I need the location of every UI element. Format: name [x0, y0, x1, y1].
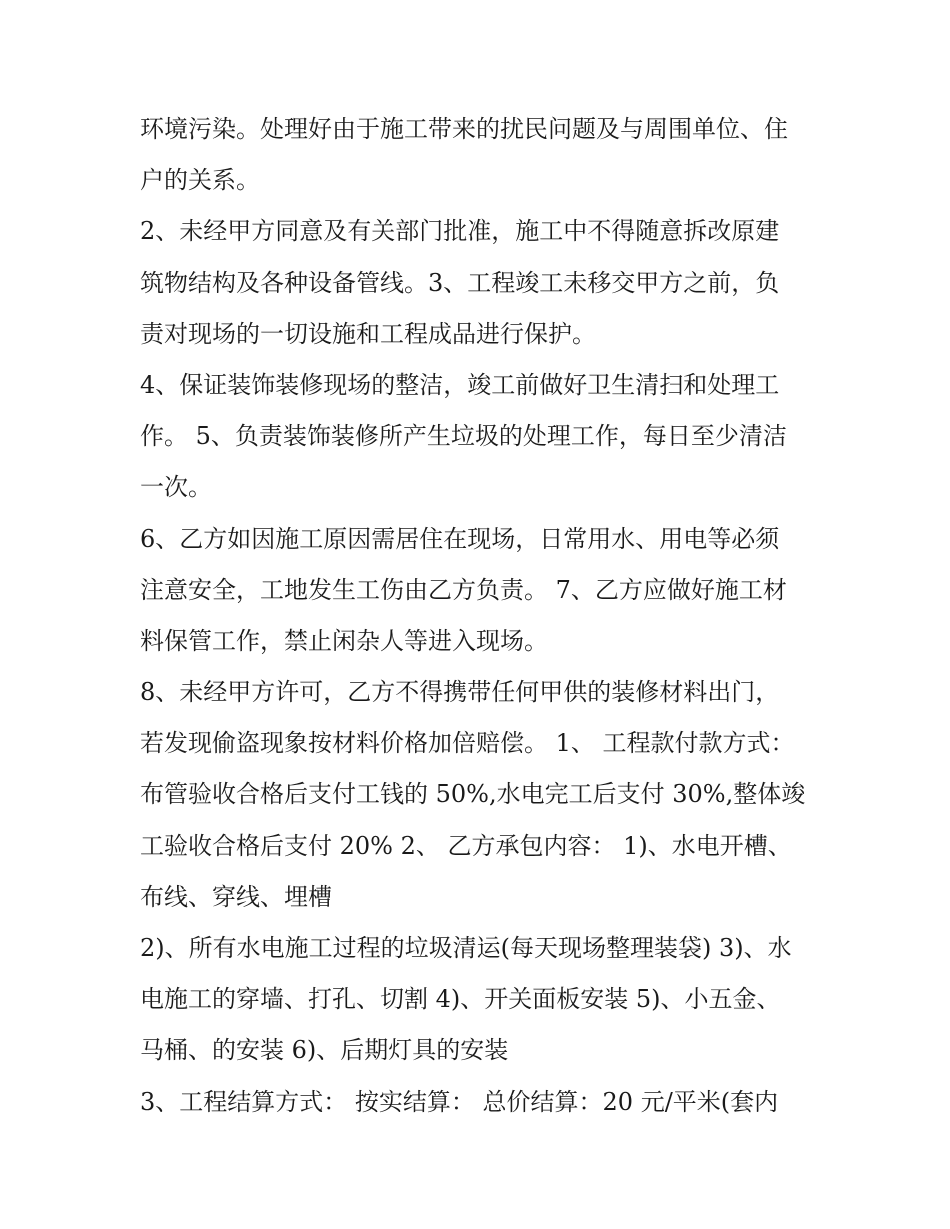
text-line: 责对现场的一切设施和工程成品进行保护。 [140, 319, 596, 348]
text-line: 电施工的穿墙、打孔、切割 4)、开关面板安装 5)、小五金、 [140, 985, 781, 1014]
text-line: 2)、所有水电施工过程的垃圾清运(每天现场整理装袋) 3)、水 [140, 934, 792, 962]
text-line: 户的关系。 [140, 166, 260, 195]
text-line: 料保管工作，禁止闲杂人等进入现场。 [140, 626, 548, 655]
text-line: 马桶、的安装 6)、后期灯具的安装 [140, 1036, 509, 1065]
text-line: 若发现偷盗现象按材料价格加倍赔偿。 1、 工程款付款方式： [140, 729, 795, 758]
text-line: 6、乙方如因施工原因需居住在现场，日常用水、用电等必须 [140, 524, 780, 553]
text-line: 工验收合格后支付 20% 2、 乙方承包内容： 1)、水电开槽、 [140, 831, 792, 860]
text-line: 4、保证装饰装修现场的整洁，竣工前做好卫生清扫和处理工 [140, 370, 780, 399]
text-line: 作。 5、负责装饰装修所产生垃圾的处理工作，每日至少清洁 [140, 422, 787, 451]
document-body [140, 104, 820, 1128]
text-line: 注意安全，工地发生工伤由乙方负责。 7、乙方应做好施工材 [140, 575, 787, 604]
text-line: 环境污染。处理好由于施工带来的扰民问题及与周围单位、住 [140, 115, 788, 143]
text-line: 3、工程结算方式： 按实结算： 总价结算：20 元/平米(套内 [140, 1087, 779, 1116]
text-line: 筑物结构及各种设备管线。3、工程竣工未移交甲方之前，负 [140, 268, 780, 297]
text-line: 2、未经甲方同意及有关部门批准，施工中不得随意拆改原建 [140, 217, 780, 246]
text-line: 布管验收合格后支付工钱的 50%,水电完工后支付 30%,整体竣 [140, 780, 806, 809]
text-line: 布线、穿线、埋槽 [140, 882, 332, 911]
text-line: 8、未经甲方许可，乙方不得携带任何甲供的装修材料出门， [140, 678, 780, 707]
text-line: 一次。 [140, 473, 212, 502]
